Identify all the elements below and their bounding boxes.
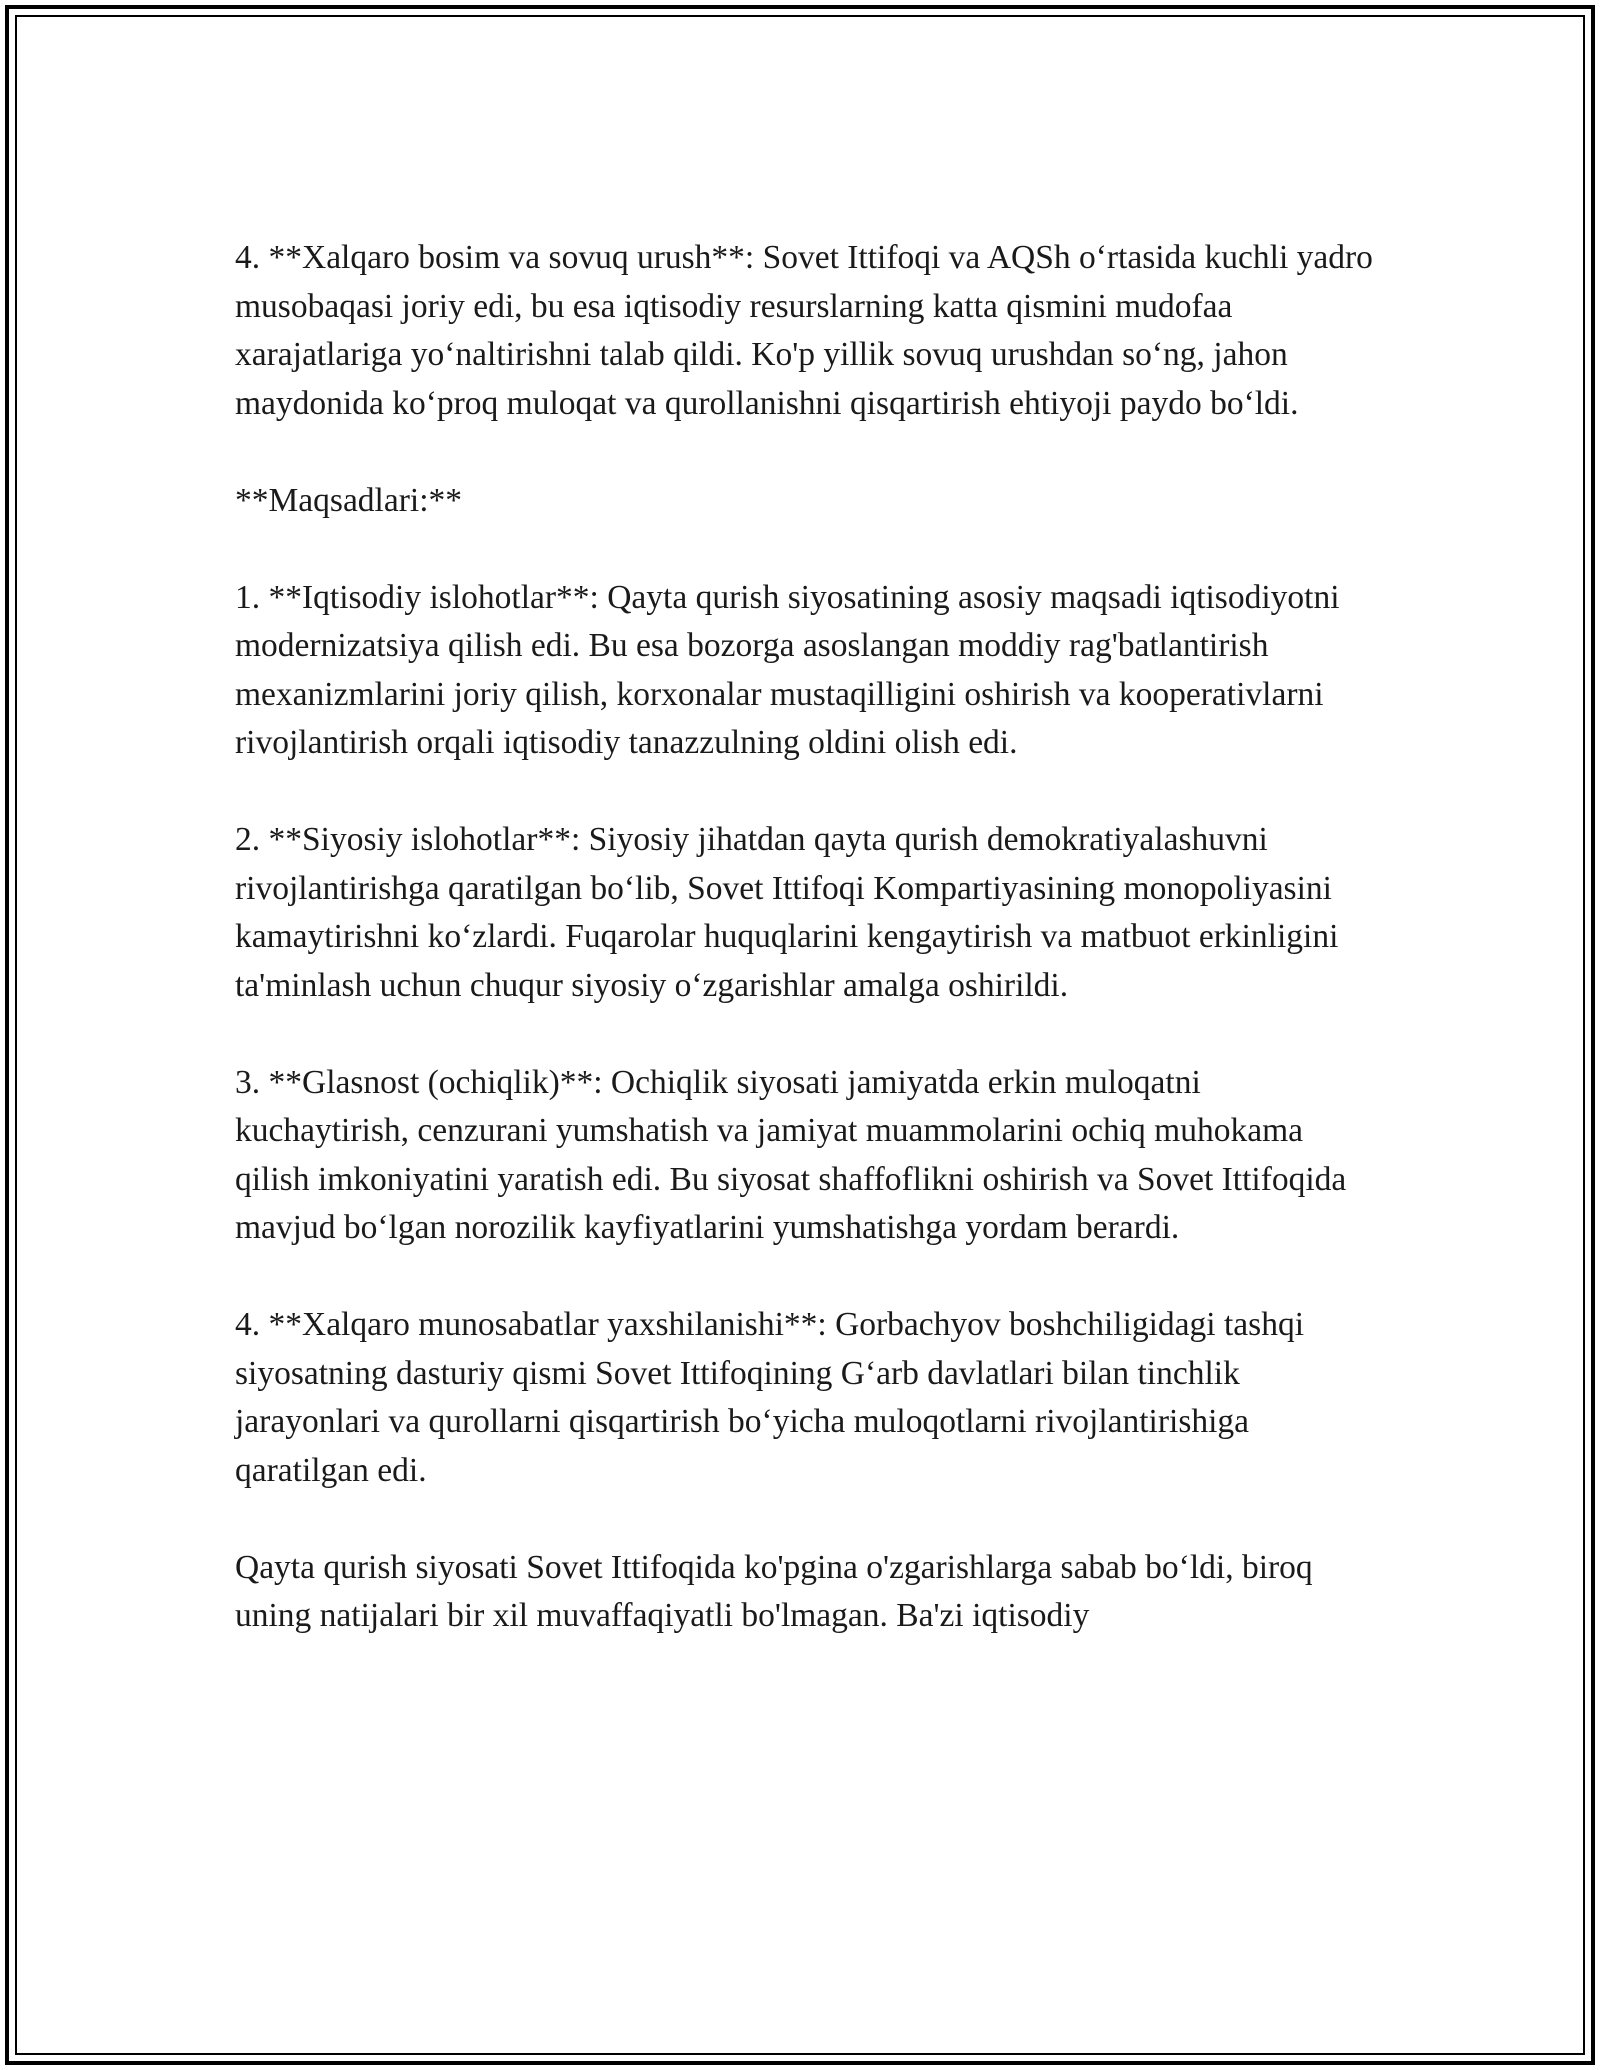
goals-heading: **Maqsadlari:**	[235, 481, 463, 519]
paragraph-conclusion: Qayta qurish siyosati Sovet Ittifoqida ko'pgina o'zgarishlarga sabab bo‘ldi, biroq uning natijalari bir xil muvaffaqiyatli bo'lmagan. Ba'zi iqtisodiy	[235, 1548, 1313, 1634]
paragraph-glasnost: 3. **Glasnost (ochiqlik)**: Ochiqlik siyosati jamiyatda erkin muloqatni kuchaytirish, cenzurani yumshatish va jamiyat muammolarini ochiq muhokama qilish imkoniyatini yaratish edi. Bu siyosat shaffoflikni oshirish va Sovet Ittifoqida mavjud bo‘lgan norozilik kayfiyatlarini yumshatishga yordam berardi.	[235, 1063, 1347, 1246]
paragraph-cold-war-pressure: 4. **Xalqaro bosim va sovuq urush**: Sovet Ittifoqi va AQSh o‘rtasida kuchli yadro musobaqasi joriy edi, bu esa iqtisodiy resurslarning katta qismini mudofaa xarajatlariga yo‘naltirishni talab qildi. Ko'p yillik sovuq urushdan so‘ng, jahon maydonida ko‘proq muloqat va qurollanishni qisqartirish ehtiyoji paydo bo‘ldi.	[235, 239, 1373, 422]
paragraph-international-relations: 4. **Xalqaro munosabatlar yaxshilanishi**: Gorbachyov boshchiligidagi tashqi siyosatning dasturiy qismi Sovet Ittifoqining G‘arb davlatlari bilan tinchlik jarayonlari va qurollarni qisqartirish bo‘yicha muloqotlarni rivojlantirishiga qaratilgan edi.	[235, 1306, 1305, 1489]
paragraph-economic-reforms: 1. **Iqtisodiy islohotlar**: Qayta qurish siyosatining asosiy maqsadi iqtisodiyotni modernizatsiya qilish edi. Bu esa bozorga asoslangan moddiy rag'batlantirish mexanizmlarini joriy qilish, korxonalar mustaqilligini oshirish va kooperativlarni rivojlantirish orqali iqtisodiy tanazzulning oldini olish edi.	[235, 578, 1340, 761]
document-body	[235, 234, 1375, 1641]
paragraph-political-reforms: 2. **Siyosiy islohotlar**: Siyosiy jihatdan qayta qurish demokratiyalashuvni rivojlantirishga qaratilgan bo‘lib, Sovet Ittifoqi Kompartiyasining monopoliyasini kamaytirishni ko‘zlardi. Fuqarolar huquqlarini kengaytirish va matbuot erkinligini ta'minlash uchun chuqur siyosiy o‘zgarishlar amalga oshirildi.	[235, 821, 1339, 1004]
